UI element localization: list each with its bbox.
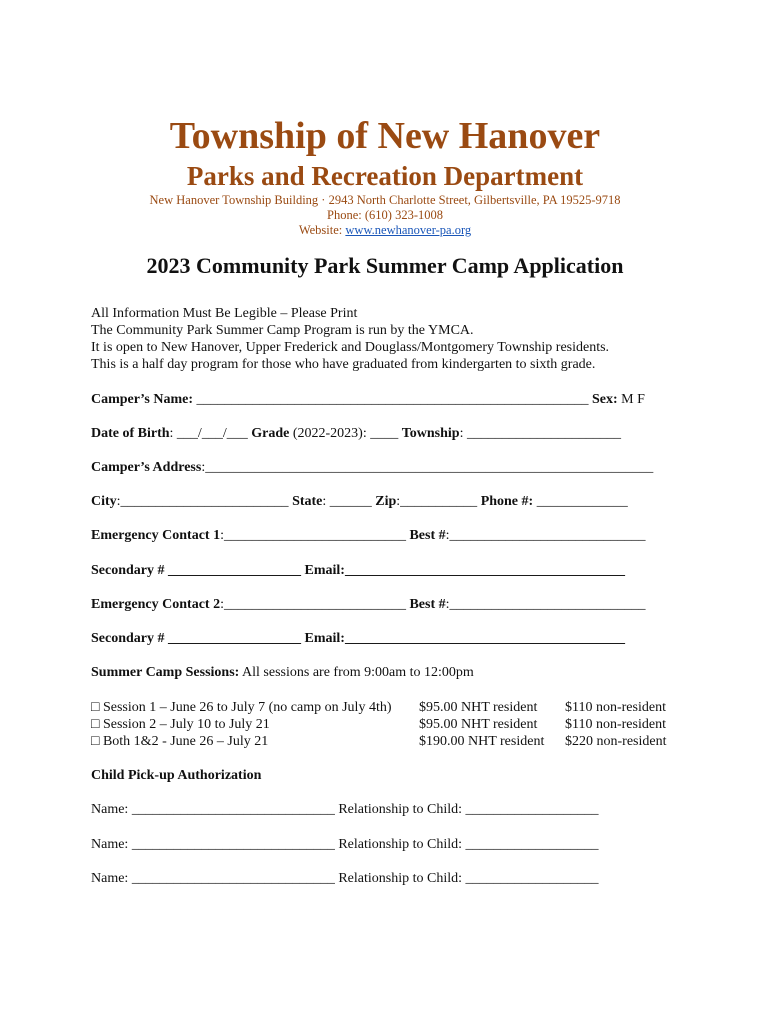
session-both-nonresident-price: $220 non-resident (565, 734, 667, 749)
grade-label: Grade (251, 426, 290, 441)
phone-field[interactable]: _____________ (533, 494, 628, 509)
campers-name-row[interactable] (91, 391, 645, 408)
session-1-nonresident-price: $110 non-resident (565, 700, 666, 715)
pickup-row-1[interactable]: Name: _____________________________ Relationship to Child: ___________________ (91, 802, 599, 817)
best-number-2-field[interactable]: :____________________________ (445, 597, 646, 612)
session-2-resident-price: $95.00 NHT resident (419, 717, 538, 732)
city-field[interactable]: :________________________ (116, 494, 293, 509)
grade-field[interactable]: (2022-2023): ____ (289, 426, 402, 441)
emergency-contact-1-label: Emergency Contact 1 (91, 528, 221, 543)
dob-field[interactable]: : ___/___/___ (169, 426, 252, 441)
session-1-option[interactable]: □ Session 1 – June 26 to July 7 (no camp on July 4th) (91, 700, 392, 715)
website-link[interactable]: www.newhanover-pa.org (345, 223, 472, 237)
intro-line-eligibility: It is open to New Hanover, Upper Frederick and Douglass/Montgomery Township residents. (91, 340, 610, 355)
zip-label: Zip (375, 494, 397, 509)
sessions-heading (91, 664, 474, 681)
sessions-heading-label: Summer Camp Sessions: (91, 665, 240, 680)
session-1-resident-price: $95.00 NHT resident (419, 700, 538, 715)
department-subtitle: Parks and Recreation Department (186, 161, 584, 191)
pickup-row-3[interactable]: Name: _____________________________ Relationship to Child: ___________________ (91, 871, 599, 886)
address-label: Camper’s Address (91, 460, 202, 475)
form-title: 2023 Community Park Summer Camp Application (146, 253, 624, 278)
session-both-option[interactable]: □ Both 1&2 - June 26 – July 21 (91, 734, 269, 749)
session-both-resident-price: $190.00 NHT resident (419, 734, 545, 749)
dob-label: Date of Birth (91, 426, 170, 441)
campers-name-label: Camper’s Name: (91, 392, 193, 407)
intro-line-legible: All Information Must Be Legible – Please Print (91, 306, 358, 321)
campers-name-field[interactable]: ________________________________________________________ (192, 392, 589, 407)
address-row[interactable] (91, 459, 653, 476)
emergency-contact-2-label: Emergency Contact 2 (91, 597, 221, 612)
sex-options[interactable]: M F (617, 392, 645, 407)
intro-line-age: This is a half day program for those who have graduated from kindergarten to sixth grade. (91, 357, 596, 372)
intro-line-ymca: The Community Park Summer Camp Program is run by the YMCA. (91, 323, 474, 338)
emergency-contact-2-row[interactable] (91, 596, 646, 613)
sex-label: Sex: (588, 392, 618, 407)
state-label: State (292, 494, 323, 509)
emergency-contact-1-field[interactable]: :__________________________ (220, 528, 410, 543)
secondary-1-row[interactable]: Secondary # ___________________ Email:________________________________________ (91, 563, 625, 578)
township-field[interactable]: : ______________________ (459, 426, 621, 441)
state-field[interactable]: : ______ (322, 494, 376, 509)
sessions-heading-note: All sessions are from 9:00am to 12:00pm (239, 665, 474, 680)
emergency-contact-2-field[interactable]: :__________________________ (220, 597, 410, 612)
township-title: Township of New Hanover (169, 115, 601, 157)
secondary-2-row[interactable]: Secondary # ___________________ Email:________________________________________ (91, 631, 625, 646)
zip-field[interactable]: :___________ (396, 494, 481, 509)
pickup-row-2[interactable]: Name: _____________________________ Relationship to Child: ___________________ (91, 837, 599, 852)
phone-label: Phone #: (480, 494, 534, 509)
phone-line: Phone: (610) 323-1008 (327, 208, 443, 222)
township-label: Township (401, 426, 460, 441)
website-label: Website: (298, 223, 346, 237)
session-2-option[interactable]: □ Session 2 – July 10 to July 21 (91, 717, 270, 732)
address-line: New Hanover Township Building · 2943 North Charlotte Street, Gilbertsville, PA 19525-9718 (149, 193, 621, 207)
city-row[interactable] (91, 493, 628, 510)
emergency-contact-1-row[interactable] (91, 527, 646, 544)
best-number-1-label: Best # (409, 528, 446, 543)
session-2-nonresident-price: $110 non-resident (565, 717, 666, 732)
address-field[interactable]: :________________________________________________________________ (201, 460, 654, 475)
pickup-heading: Child Pick-up Authorization (91, 768, 262, 783)
city-label: City (91, 494, 117, 509)
best-number-2-label: Best # (409, 597, 446, 612)
dob-row[interactable] (91, 425, 621, 442)
best-number-1-field[interactable]: :____________________________ (445, 528, 646, 543)
website-line (0, 223, 770, 238)
